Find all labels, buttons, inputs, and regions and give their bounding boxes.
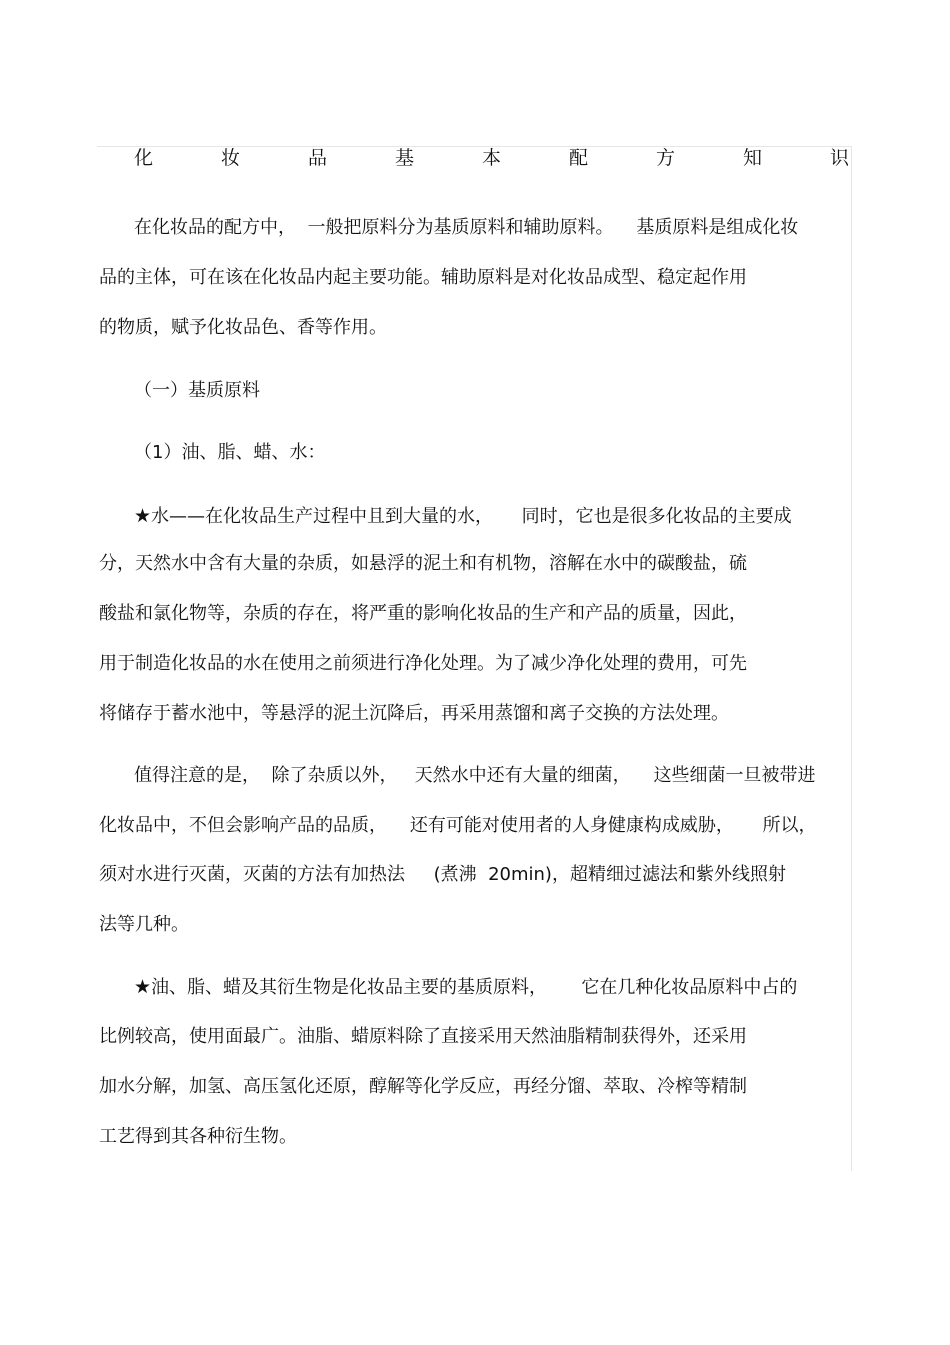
star-icon: ★ (134, 505, 152, 527)
water-line: 酸盐和氯化物等，杂质的存在，将严重的影响化妆品的生产和产品的质量，因此， (99, 603, 747, 624)
water-line: 用于制造化妆品的水在使用之前须进行净化处理。为了减少净化处理的费用，可先 (99, 653, 747, 674)
water-line: 分，天然水中含有大量的杂质，如悬浮的泥土和有机物，溶解在水中的碳酸盐，硫 (99, 553, 747, 574)
intro-line: 的物质，赋予化妆品色、香等作用。 (99, 317, 387, 338)
star-icon: ★ (134, 976, 152, 998)
oils-line: 比例较高，使用面最广。油脂、蜡原料除了直接采用天然油脂精制获得外，还采用 (99, 1026, 747, 1047)
subsection-heading: （1）油、脂、蜡、水： (134, 442, 326, 463)
title-char: 方 (656, 147, 676, 169)
sterilization-line: 化妆品中，不但会影响产品的品质， 还有可能对使用者的人身健康构成威胁， 所以， (99, 815, 817, 836)
title-char: 基 (395, 147, 415, 169)
water-line: 水——在化妆品生产过程中且到大量的水， 同时，它也是很多化妆品的主要成 (151, 506, 792, 527)
section-heading: （一）基质原料 (134, 380, 260, 401)
title-char: 妆 (221, 147, 241, 169)
intro-line: 在化妆品的配方中， 一般把原料分为基质原料和辅助原料。 基质原料是组成化妆 (134, 217, 799, 238)
water-first-line (134, 503, 792, 530)
intro-line: 品的主体，可在该在化妆品内起主要功能。辅助原料是对化妆品成型、稳定起作用 (99, 267, 747, 288)
title-char: 知 (743, 147, 763, 169)
oils-first-line (134, 974, 797, 1001)
page-title (134, 144, 854, 172)
oils-line: 工艺得到其各种衍生物。 (99, 1126, 297, 1147)
water-line: 将储存于蓄水池中，等悬浮的泥土沉降后，再采用蒸馏和离子交换的方法处理。 (99, 703, 729, 724)
right-rule (851, 146, 852, 1171)
sterilization-line: 须对水进行灭菌，灭菌的方法有加热法 (煮沸 20min)，超精细过滤法和紫外线照射 (99, 864, 786, 885)
sterilization-line: 法等几种。 (99, 914, 189, 935)
title-char: 品 (308, 147, 328, 169)
title-char: 化 (134, 147, 154, 169)
oils-line: 油、脂、蜡及其衍生物是化妆品主要的基质原料， 它在几种化妆品原料中占的 (151, 977, 798, 998)
sterilization-line: 值得注意的是， 除了杂质以外， 天然水中还有大量的细菌， 这些细菌一旦被带进 (134, 765, 816, 786)
title-char: 识 (830, 147, 850, 169)
title-char: 配 (569, 147, 589, 169)
title-char: 本 (482, 147, 502, 169)
oils-line: 加水分解，加氢、高压氢化还原，醇解等化学反应，再经分馏、萃取、冷榨等精制 (99, 1076, 747, 1097)
